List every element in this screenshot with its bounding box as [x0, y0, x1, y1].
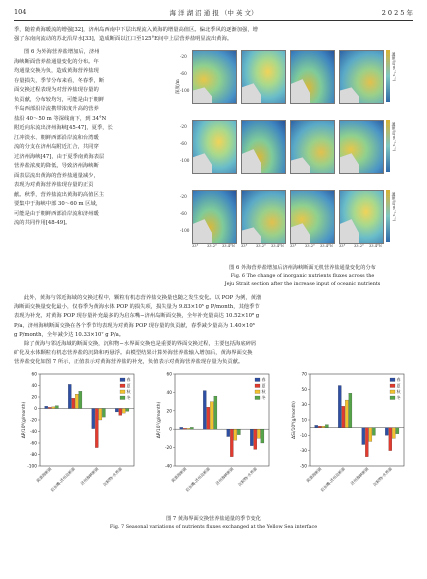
paragraph-line: 矿化及水体颗粒有机态营养盐的沉降和再悬浮。由模型结果计算外海营养盐输入增加后，黄海界面交换 — [14, 350, 253, 357]
bar — [79, 391, 82, 408]
journal-title: 海 洋 湖 沼 通 报 （中 英 文） — [169, 9, 258, 17]
bar — [257, 429, 260, 438]
bar — [72, 398, 75, 408]
y-tick-label: 60 — [31, 372, 37, 378]
x-tick-label: 33° — [192, 244, 199, 248]
legend-swatch — [390, 396, 395, 400]
y-tick-label: 30 — [301, 403, 307, 409]
fig6-caption-en: Fig. 6 The change of inorganic nutrients fluxes across the — [230, 273, 375, 279]
x-tick-label: 33.4°N — [369, 244, 382, 248]
bar — [338, 386, 341, 428]
figure7-charts — [14, 370, 413, 512]
colorbar-label: 通量/(g·m⁻²·s⁻¹) — [392, 122, 397, 152]
seabed-mask — [340, 219, 359, 243]
bar — [119, 409, 122, 416]
bar — [372, 428, 375, 436]
paragraph-line: 附近向东流出济州海峡[45-47]，夏季，长 — [14, 125, 113, 131]
contour-panel — [339, 190, 384, 244]
legend-label: 夏 — [126, 383, 131, 389]
plot-frame — [40, 374, 134, 466]
category-label: 黄渤海断面 — [170, 466, 188, 484]
bar — [254, 429, 257, 449]
bar — [362, 428, 365, 445]
seabed-mask — [242, 83, 261, 103]
bar — [45, 406, 48, 408]
y-axis-label: ΔP/10⁸(g/month) — [22, 401, 27, 439]
seabed-mask — [242, 149, 261, 173]
bar — [55, 406, 58, 409]
y-tick-label: -30 — [299, 449, 307, 455]
paragraph-line: 流的共同作用[48-49]。 — [14, 220, 71, 226]
paragraph-line: 营养盐浓度的降低，导致济州海峡断 — [14, 163, 99, 169]
x-tick-label: 33.4°N — [320, 244, 333, 248]
bar — [227, 429, 230, 436]
bar — [95, 409, 98, 448]
y-tick-label: -10 — [299, 433, 307, 439]
paragraph-line: 过济州海峡[47]，由于夏季南黄海表层 — [14, 153, 105, 160]
bar — [237, 429, 240, 435]
colorbar-label: 通量/(g·m⁻²·s⁻¹) — [392, 192, 397, 222]
bar — [115, 409, 118, 412]
y-tick-label: -20 — [180, 124, 187, 129]
paragraph-line: 面交换过程表现为对营养盐现存量的 — [14, 87, 99, 93]
seabed-mask — [193, 153, 212, 173]
contour-panel — [192, 120, 237, 174]
y-tick-label: -80 — [29, 453, 37, 458]
x-tick-label: 33° — [290, 244, 297, 248]
x-tick-label: 33.4°N — [271, 244, 284, 248]
paragraph-line: 此外，黄海与邻近海域的交换过程中，颗粒有机态营养盐交换量也随之发生变化。以 POP 为例，黄渤 — [24, 295, 262, 301]
x-tick-label: 33.4°N — [222, 244, 235, 248]
bar — [183, 428, 186, 429]
bar — [365, 428, 368, 457]
paragraph-line: 可能是由于朝鲜西部沿岸流和济州暖 — [14, 210, 99, 217]
contour-panel — [192, 50, 237, 104]
colorbar — [386, 120, 390, 172]
legend-label: 春 — [261, 377, 266, 383]
bar — [349, 393, 352, 428]
plot-frame — [310, 374, 404, 466]
bar — [102, 409, 105, 418]
bar — [342, 406, 345, 427]
category-label: 沉积物-水界面 — [101, 466, 123, 488]
y-tick-label: 20 — [31, 395, 37, 401]
paragraph-line: 江冲淡水、朝鲜西部沿岸流和台湾暖 — [14, 134, 99, 141]
bar — [99, 409, 102, 421]
x-tick-label: 33° — [241, 244, 248, 248]
y-tick-label: -20 — [180, 194, 187, 199]
legend-swatch — [390, 390, 395, 394]
contour-panel — [290, 190, 335, 244]
category-label: 沉积物-水界面 — [236, 466, 258, 488]
journal-year: 2 0 2 5 年 — [381, 9, 413, 17]
legend-swatch — [120, 378, 125, 382]
y-tick-label: -100 — [180, 228, 190, 233]
bar — [180, 427, 183, 429]
x-tick-label: 33° — [339, 244, 346, 248]
header-rule — [14, 20, 413, 21]
y-tick-label: -40 — [164, 464, 172, 470]
paragraph-line: 面表层流出黄海的营养盐通量减少， — [14, 172, 99, 179]
legend-label: 春 — [396, 377, 401, 383]
bar — [250, 429, 253, 446]
category-label: 济州海峡断面 — [79, 466, 100, 487]
plot-frame — [175, 374, 269, 466]
paragraph-line: 存量损失，季节分布来看，冬春季，断 — [14, 77, 105, 84]
bar — [190, 427, 193, 429]
paragraph-line: 表现为补充，对黄海 POP 现存量补充最多的为启东嘴−济州岛断面交换，全年补充量高达 10.52×10⁸ g — [14, 313, 260, 320]
bar — [207, 407, 210, 429]
seabed-mask — [291, 223, 310, 243]
colorbar — [386, 190, 390, 242]
bar — [214, 396, 217, 429]
contour-panel — [290, 120, 335, 174]
seabed-mask — [340, 153, 359, 173]
category-label: 济州海峡断面 — [349, 466, 370, 487]
bar — [52, 407, 55, 409]
legend-label: 夏 — [396, 383, 401, 389]
x-tick-label: 33.2° — [354, 244, 364, 248]
category-label: 启东嘴-济州岛断面 — [49, 466, 76, 493]
paragraph-line: 盐沿 40～50 m 等深线南下，到 34°N — [14, 115, 107, 122]
paragraph-line: P/a，济州海峡断面交换在各个季节均表现为对黄海 POP 现存量的负贡献，春季减少量高为 1.40×10⁶ — [14, 322, 255, 329]
legend-swatch — [120, 384, 125, 388]
y-tick-label: 20 — [166, 409, 172, 415]
contour-panel — [339, 120, 384, 174]
y-tick-label: 40 — [31, 384, 37, 389]
y-tick-label: -20 — [180, 54, 187, 59]
y-tick-label: 50 — [301, 387, 307, 393]
legend-label: 春 — [126, 377, 131, 383]
legend-swatch — [390, 378, 395, 382]
contour-panel — [290, 50, 335, 104]
paragraph-line: 均通量交换为负，造成黄海营养盐现 — [14, 68, 99, 74]
legend-label: 秋 — [126, 389, 131, 395]
y-tick-label: -40 — [29, 430, 37, 435]
y-axis-label: ΔP/10⁷(g/month) — [157, 401, 162, 439]
bar — [315, 425, 318, 427]
y-tick-label: -60 — [180, 141, 187, 146]
paragraph-line: 海峡断面营养盐通量变化的分布。年 — [14, 58, 99, 65]
bar — [187, 428, 190, 429]
paragraph-line: 流的分支在济州岛附近汇合，共同穿 — [14, 144, 99, 150]
paragraph-line: 季，随着黄海暖流的增强[32]，济州岛西南中下层出现流入黄海的增量高值区。偏北季风的逐渐加强，增 — [14, 27, 258, 33]
seabed-mask — [291, 79, 310, 103]
legend-swatch — [120, 390, 125, 394]
bar — [230, 429, 233, 457]
category-label: 黄渤海断面 — [35, 466, 53, 484]
legend-swatch — [255, 390, 260, 394]
contour-panel — [339, 50, 384, 104]
legend-swatch — [390, 384, 395, 388]
bar — [234, 429, 237, 440]
legend-swatch — [255, 378, 260, 382]
y-tick-label: 0 — [169, 427, 172, 433]
paragraph-line: 除了黄海与邻近海域的断面交换，沉积物−水界面交换也是重要的界面交换过程，主要包括海底碎屑 — [24, 341, 257, 347]
paragraph-line: 营养盐变化如图 7 所示，正值表示对黄海营养盐的补充，负值表示对黄海营养盐现存量为负贡献。 — [14, 359, 244, 366]
bar — [385, 428, 388, 436]
contour-panel — [241, 50, 286, 104]
legend-swatch — [255, 384, 260, 388]
paragraph-line: 海断面交换量变化最小，仅春季为黄海水体 POP 的损失项，损失量为 9.83×10⁵ g P/month，其他季节 — [14, 304, 260, 311]
legend-label: 秋 — [396, 389, 401, 395]
bar — [392, 428, 395, 439]
legend-label: 夏 — [261, 383, 266, 389]
y-axis-label: ΔSi/10⁹(g/month) — [292, 401, 297, 439]
paragraph-line: g P/month，全年减少达 10.33×10⁷ g P/a。 — [14, 331, 125, 338]
paragraph-line: 表现为对黄海营养盐现存量的正贡 — [14, 182, 94, 188]
contour-panel — [241, 120, 286, 174]
category-label: 沉积物-水界面 — [371, 466, 393, 488]
y-tick-label: -100 — [180, 88, 190, 93]
y-tick-label: -50 — [299, 464, 307, 470]
x-tick-label: 33.2° — [207, 244, 217, 248]
paragraph-line: 图 6 为外海营养盐增加后，济州 — [24, 49, 100, 55]
bar — [322, 426, 325, 428]
legend-swatch — [120, 396, 125, 400]
y-tick-label: 70 — [301, 372, 307, 378]
y-tick-label: 40 — [166, 390, 172, 396]
bar — [75, 394, 78, 408]
bar — [369, 428, 372, 442]
page-number: 104 — [14, 8, 27, 16]
bar — [92, 409, 95, 429]
y-tick-label: -60 — [180, 211, 187, 216]
contour-panel — [192, 190, 237, 244]
legend-label: 秋 — [261, 389, 266, 395]
y-tick-label: -20 — [164, 446, 172, 452]
bar — [325, 425, 328, 428]
seabed-mask — [193, 87, 212, 103]
y-tick-label: -100 — [180, 158, 190, 163]
y-tick-label: 60 — [166, 372, 172, 378]
x-tick-label: 33.2° — [305, 244, 315, 248]
colorbar-label: 通量/(g·m⁻²·s⁻¹) — [392, 52, 397, 82]
category-label: 黄渤海断面 — [305, 466, 323, 484]
y-tick-label: 10 — [301, 418, 307, 424]
colorbar — [386, 50, 390, 102]
bar — [318, 426, 321, 428]
paragraph-line: 献。秋季，营养盐流出黄海的高值区主 — [14, 191, 105, 198]
category-label: 启东嘴-济州岛断面 — [184, 466, 211, 493]
category-label: 济州海峡断面 — [214, 466, 235, 487]
contour-panel — [241, 190, 286, 244]
legend-label: 冬 — [126, 395, 131, 401]
x-tick-label: 33.2° — [256, 244, 266, 248]
paragraph-line: 半岛西部沿岸流携带浓度升高的营养 — [14, 106, 99, 112]
bar — [345, 400, 348, 428]
paragraph-line: 强了东南向流动的苏北沿岸水[33]，造成断面以江口至125°E间中上层营养盐明显流出黄海。 — [14, 36, 233, 42]
figure6-panels — [180, 48, 425, 262]
bar — [122, 409, 125, 414]
fig6-caption-cn: 图 6 外海营养盐增加后济州海峡断面无机营养盐通量变化的分布 — [229, 265, 376, 271]
bar — [126, 409, 129, 412]
bar — [396, 428, 399, 434]
bar — [68, 384, 71, 408]
fig6-caption-en: Jeju Strait section after the increase input of oceanic nutrients — [224, 281, 381, 287]
bar — [203, 391, 206, 430]
bar — [210, 402, 213, 430]
paragraph-line: 要集中于海峡中部 30～60 m 区域， — [14, 201, 102, 207]
legend-label: 冬 — [396, 395, 401, 401]
y-tick-label: -20 — [29, 418, 37, 424]
seabed-mask — [340, 87, 359, 103]
legend-label: 冬 — [261, 395, 266, 401]
category-label: 启东嘴-济州岛断面 — [319, 466, 346, 493]
seabed-mask — [193, 219, 212, 243]
fig7-caption-en: Fig. 7 Seasonal variations of nutrients fluxes exchanged at the Yellow Sea interface — [109, 524, 318, 530]
paragraph-line: 负贡献，分布较均匀，可能是由于朝鲜 — [14, 96, 105, 103]
bar — [389, 428, 392, 451]
y-tick-label: -100 — [27, 464, 37, 470]
seabed-mask — [291, 157, 310, 173]
seabed-mask — [242, 227, 261, 243]
legend-swatch — [255, 396, 260, 400]
fig7-caption-cn: 图 7 黄海界面交换营养盐通量的季节变化 — [166, 516, 261, 522]
bar — [48, 407, 51, 408]
y-tick-label: -60 — [180, 71, 187, 76]
y-tick-label: -60 — [29, 441, 37, 447]
y-tick-label: 0 — [34, 407, 37, 412]
bar — [261, 429, 264, 443]
fig6-ylabel: 深度/m — [176, 79, 181, 94]
